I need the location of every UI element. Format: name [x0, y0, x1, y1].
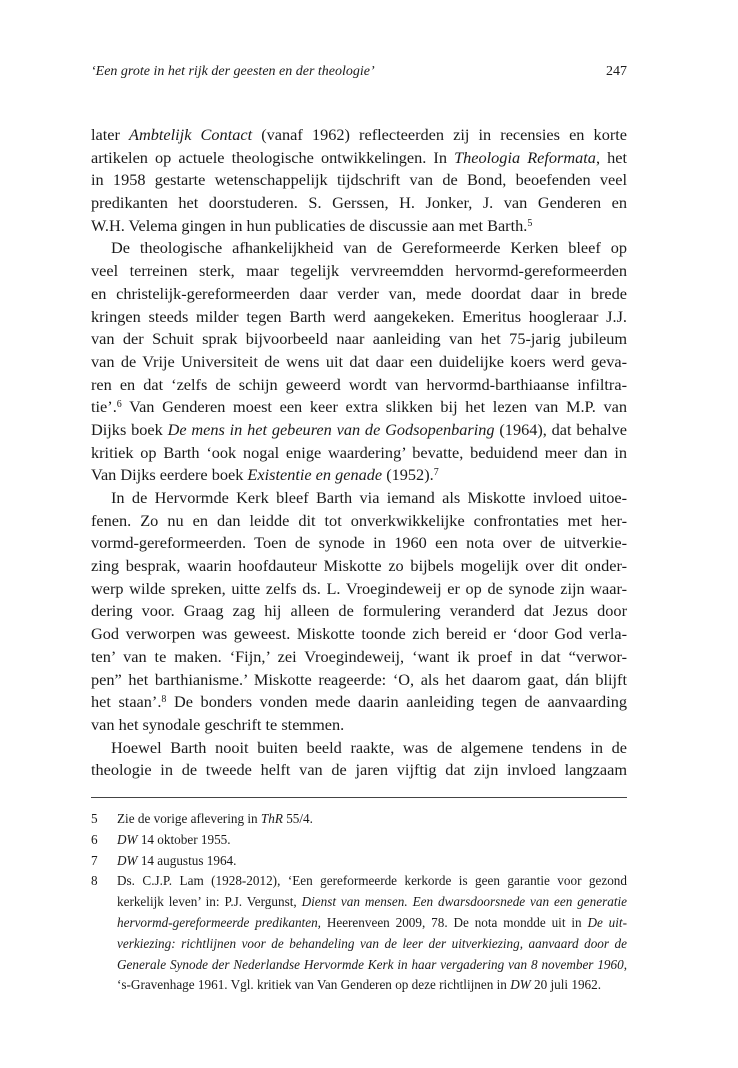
text-line: van de Vrije Universiteit de wens uit dat daar een duidelijke koers werd geva- [91, 351, 627, 371]
footnote-8-line: kerkelijk leven’ in: P.J. Vergunst, Dienst van mensen. Een dwarsdoorsnede van een generatie [117, 894, 628, 910]
footnote-8-line: verkiezing: richtlijnen voor de behandeling van de leer der uitverkiezing, aanvaard door de [117, 935, 627, 951]
footnote-ref[interactable]: 5 [527, 217, 533, 229]
text-line: predikanten het doorstuderen. S. Gerssen, H. Jonker, J. van Genderen en [91, 193, 627, 213]
footnote-8-line: hervormd-gereformeerde predikanten, Heerenveen 2009, 78. De nota mondde uit in De uit- [117, 914, 627, 930]
text-line: tie’.$^6$ Van Genderen moest een keer extra slikken bij het lezen van M.P. van [91, 397, 627, 417]
text-line: pen” het barthianisme.’ Miskotte reageerde: ‘O, als het daarom gaat, dán blijft [91, 669, 627, 689]
footnote-ref[interactable]: 8 [161, 694, 167, 706]
footnote-divider [91, 797, 627, 798]
text-line: Van Dijks eerdere boek Existentie en genade (1952).$^7$ [91, 465, 439, 485]
footnote-ref[interactable]: 6 [116, 399, 122, 411]
text-line: dering voor. Graag zag hij alleen de formulering veranderd dat Jezus door [91, 601, 627, 621]
text-line: kritiek op Barth ‘ook nogal enige waardering’ bevatte, beduidend meer dan in [91, 442, 627, 462]
text-line: theologie in de tweede helft van de jaren vijftig dat zijn invloed langzaam [91, 760, 627, 780]
text-line: Hoewel Barth nooit buiten beeld raakte, was de algemene tendens in de [111, 737, 627, 757]
text-line: In de Hervormde Kerk bleef Barth via iemand als Miskotte invloed uitoe- [111, 488, 627, 507]
text-line: van het synodale geschrift te stemmen. [91, 714, 345, 734]
text-line: ren en dat ‘zelfs de schijn geweerd wordt van hervormd-barthiaanse infiltra- [91, 374, 627, 394]
text-line: ten’ van te maken. ‘Fijn,’ zei Vroegindeweij, ‘want ik proef in dat “verwor- [91, 646, 627, 666]
text-line: veel terreinen sterk, maar tegelijk vervreemdden hervormd-gereformeerden [91, 261, 627, 281]
text-line: later Ambtelijk Contact (vanaf 1962) reflecteerden zij in recensies en korte [91, 125, 628, 144]
page-header [91, 64, 627, 86]
text-line: fenen. Zo nu en dan leidde dit tot onverkwikkelijke confrontaties met her- [91, 510, 627, 530]
footnote-number: 6 [91, 831, 98, 847]
text-line: en christelijk-gereformeerden daar verder van, mede doordat daar in brede [91, 283, 627, 303]
text-line: zing besprak, waarin hoofdauteur Miskotte zo bijbels mogelijk over dit onder- [91, 556, 627, 576]
text-line: van der Schuit sprak bijvoorbeeld naar aanleiding van het 75-jarig jubileum [91, 329, 627, 349]
footnote-number: 5 [91, 811, 98, 826]
text-line: het staan’.$^8$ De bonders vonden mede daarin aanleiding tegen de aanvaarding [91, 692, 627, 712]
footnote-6: 6 DW 14 oktober 1955. [91, 830, 627, 851]
footnote-5: 5 Zie de vorige aflevering in ThR 55/4. [91, 809, 627, 830]
text-line: kringen steeds milder tegen Barth werd aangekeken. Emeritus hoogleraar J.J. [91, 306, 627, 326]
footnote-ref[interactable]: 7 [433, 467, 439, 479]
footnote-7: 7 DW 14 augustus 1964. [91, 851, 627, 872]
text-line: in 1958 gestarte wetenschappelijk tijdschrift van de Bond, beoefenden veel [91, 170, 627, 190]
footnote-8-line: Generale Synode der Nederlandse Hervormde Kerk in haar vergadering van 8 november 1960, [117, 956, 627, 972]
footnote-number: 7 [91, 852, 98, 868]
text-line: Dijks boek De mens in het gebeuren van de Godsopenbaring (1964), dat behalve [91, 419, 627, 439]
text-line: werp wilde spreken, uitte zelfs ds. L. Vroegindeweij er op de synode zijn waar- [91, 578, 627, 598]
text-line: artikelen op actuele theologische ontwikkelingen. In Theologia Reformata, het [91, 147, 627, 167]
text-line: God verworpen was geweest. Miskotte toonde zich bereid er ‘door God verla- [91, 624, 627, 644]
footnote-8-line: ‘s-Gravenhage 1961. Vgl. kritiek van Van Genderen op deze richtlijnen in DW 20 juli 1962. [117, 977, 602, 993]
text-line: W.H. Velema gingen in hun publicaties de discussie aan met Barth.$^5$ [91, 215, 533, 235]
footnote-number: 8 [91, 873, 98, 889]
running-title: ‘Een grote in het rijk der geesten en der theologie’ [91, 64, 375, 79]
text-line: vormd-gereformeerden. Toen de synode in 1960 een nota over de uitverkie- [91, 533, 627, 553]
page-number: 247 [606, 64, 627, 79]
footnotes [91, 809, 627, 996]
body-text [91, 124, 627, 782]
footnote-8: 8 Ds. C.J.P. Lam (1928-2012), ‘Een gereformeerde kerkorde is geen garantie voor gezond [91, 871, 627, 892]
text-line: De theologische afhankelijkheid van de Gereformeerde Kerken bleef op [111, 238, 627, 258]
